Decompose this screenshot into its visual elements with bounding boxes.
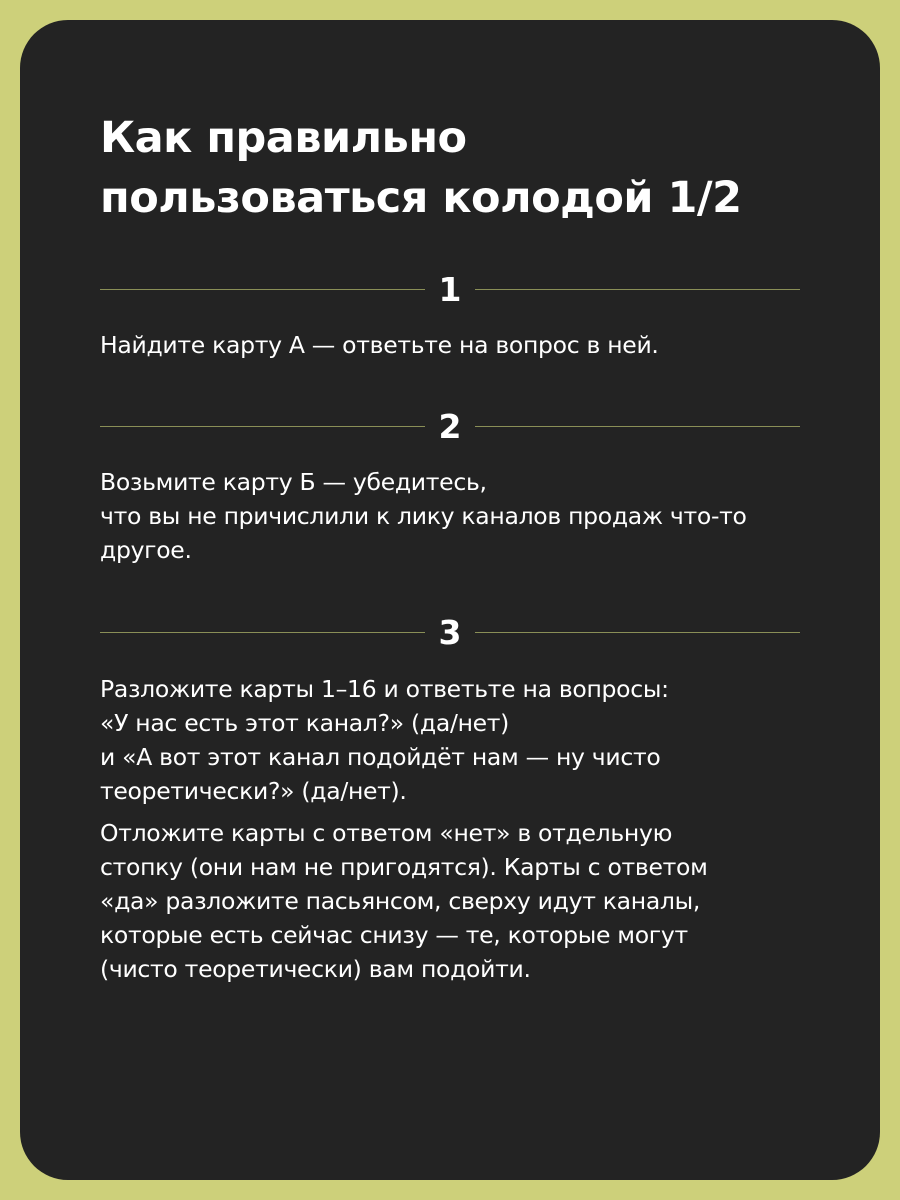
step-3-followup-line-4: которые есть сейчас снизу — те, которые могут	[100, 921, 688, 949]
step-3-line-2: «У нас есть этот канал?» (да/нет)	[100, 709, 510, 737]
step-3-number: 3	[438, 613, 462, 652]
step-3-text	[100, 672, 820, 808]
divider-line-left	[100, 289, 425, 290]
step-3-line-3: и «А вот этот канал подойдёт нам — ну чисто	[100, 743, 661, 771]
divider-line-right	[475, 426, 800, 427]
step-3-divider	[100, 613, 800, 653]
step-1-text	[100, 328, 820, 362]
step-1-divider	[100, 270, 800, 310]
step-3-followup-line-1: Отложите карты с ответом «нет» в отдельную	[100, 819, 673, 847]
step-2-line-3: другое.	[100, 536, 192, 564]
title-line-1: Как правильно	[100, 113, 467, 163]
page-title	[100, 108, 820, 228]
divider-line-right	[475, 289, 800, 290]
step-3-line-4: теоретически?» (да/нет).	[100, 777, 407, 805]
step-3-followup-line-3: «да» разложите пасьянсом, сверху идут каналы,	[100, 887, 701, 915]
step-3-followup-text	[100, 816, 820, 986]
step-3-followup-line-5: (чисто теоретически) вам подойти.	[100, 955, 531, 983]
step-2-line-1: Возьмите карту Б — убедитесь,	[100, 468, 487, 496]
step-1-number: 1	[438, 270, 462, 309]
step-2-line-2: что вы не причислили к лику каналов продаж что-то	[100, 502, 747, 530]
step-3-followup-line-2: стопку (они нам не пригодятся). Карты с ответом	[100, 853, 708, 881]
divider-line-left	[100, 426, 425, 427]
step-2-text	[100, 465, 820, 567]
divider-line-left	[100, 632, 425, 633]
step-2-divider	[100, 407, 800, 447]
divider-line-right	[475, 632, 800, 633]
title-line-2: пользоваться колодой 1/2	[100, 173, 742, 223]
step-1-line-1: Найдите карту А — ответьте на вопрос в ней.	[100, 331, 659, 359]
step-3-line-1: Разложите карты 1–16 и ответьте на вопросы:	[100, 675, 669, 703]
step-2-number: 2	[438, 407, 462, 446]
